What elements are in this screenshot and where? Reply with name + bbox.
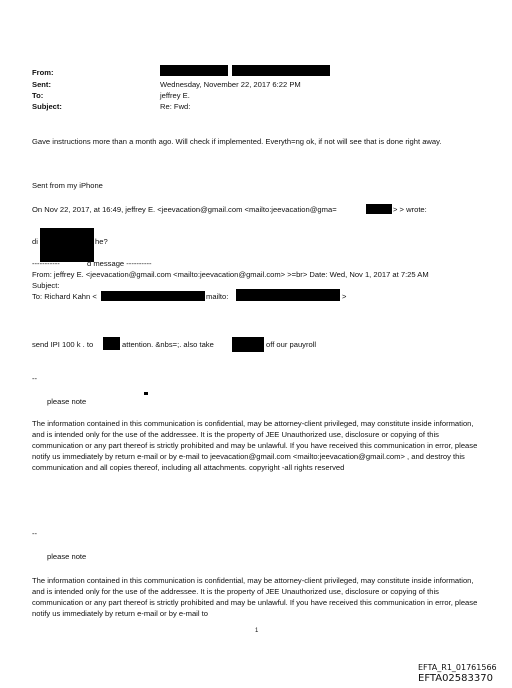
document-id-secondary: EFTA02583370 (418, 673, 493, 684)
forwarded-label: d message ---------- (87, 259, 152, 268)
redaction-block (160, 65, 228, 76)
redaction-block (40, 228, 94, 262)
forwarded-subject-line: Subject: (32, 281, 60, 290)
confidentiality-notice: The information contained in this communication is confidential, may be attorney-client privileged, may constitute inside information, and is intended only for the use of the addressee. It is the property of JEE Unauthorized use, disclosure or copying of this communication or any part thereof is strictly prohibited and may be unlawful. If you have received this communication in error, please notify us immediately by return e-mail or by e-mail to (32, 576, 478, 618)
subject-value: Re: Fwd: (160, 102, 191, 111)
document-id-primary: EFTA_R1_01761566 (418, 663, 497, 672)
instruction-text: attention. &nbs=;. also take (122, 340, 214, 349)
from-label: From: (32, 68, 54, 77)
fragment-text: he? (95, 237, 108, 246)
redaction-block (232, 337, 264, 352)
redaction-block (366, 204, 392, 214)
please-note: please note (47, 552, 87, 561)
redaction-block (232, 65, 330, 76)
sent-value: Wednesday, November 22, 2017 6:22 PM (160, 80, 301, 89)
quote-header-line: On Nov 22, 2017, at 16:49, jeffrey E. <jeevacation@gmail.com <mailto:jeevacation@gma= (32, 205, 337, 214)
separator-dashes: -- (32, 374, 38, 383)
quote-header-wrote: > > wrote: (393, 205, 427, 214)
confidentiality-notice: The information contained in this communication is confidential, may be attorney-client privileged, may constitute inside information, and is intended only for the use of the addressee. It is the property of JEE Unauthorized use, disclosure or copying of this communication or any part thereof is strictly prohibited and may be unlawful. If you have received this communication in error, please notify us immediately by return e-mail or by e-mail to jeevacation@gmail.com <mailto:jeevacation@gmail.com> , and destroy this communication and all copies thereof, including all attachments. copyright -all rights reserved (32, 419, 478, 472)
redaction-mark (144, 392, 148, 395)
redaction-block (101, 291, 205, 301)
to-label: To: (32, 91, 44, 100)
signature-line: Sent from my iPhone (32, 181, 103, 190)
sent-label: Sent: (32, 80, 51, 89)
redaction-block (236, 289, 340, 301)
subject-label: Subject: (32, 102, 62, 111)
forwarded-to-close: > (342, 292, 347, 301)
forwarded-to-line: To: Richard Kahn < (32, 292, 97, 301)
message-paragraph: Gave instructions more than a month ago. Will check if implemented. Everyth=ng ok, if not will see that is done right away. (32, 137, 442, 146)
instruction-text: send IPI 100 k . to (32, 340, 94, 349)
forwarded-prefix: ----------- (32, 259, 60, 268)
to-value: jeffrey E. (160, 91, 190, 100)
instruction-text: off our pauyroll (266, 340, 317, 349)
fragment-text: di (32, 237, 38, 246)
page-number: 1 (255, 628, 259, 634)
redaction-block (103, 337, 120, 350)
forwarded-to-mailto: mailto: (206, 292, 229, 301)
please-note: please note (47, 397, 87, 406)
separator-dashes: -- (32, 529, 38, 538)
forwarded-from-line: From: jeffrey E. <jeevacation@gmail.com <mailto:jeevacation@gmail.com> >=br> Date: Wed, Nov 1, 2017 at 7:25 AM (32, 270, 429, 279)
